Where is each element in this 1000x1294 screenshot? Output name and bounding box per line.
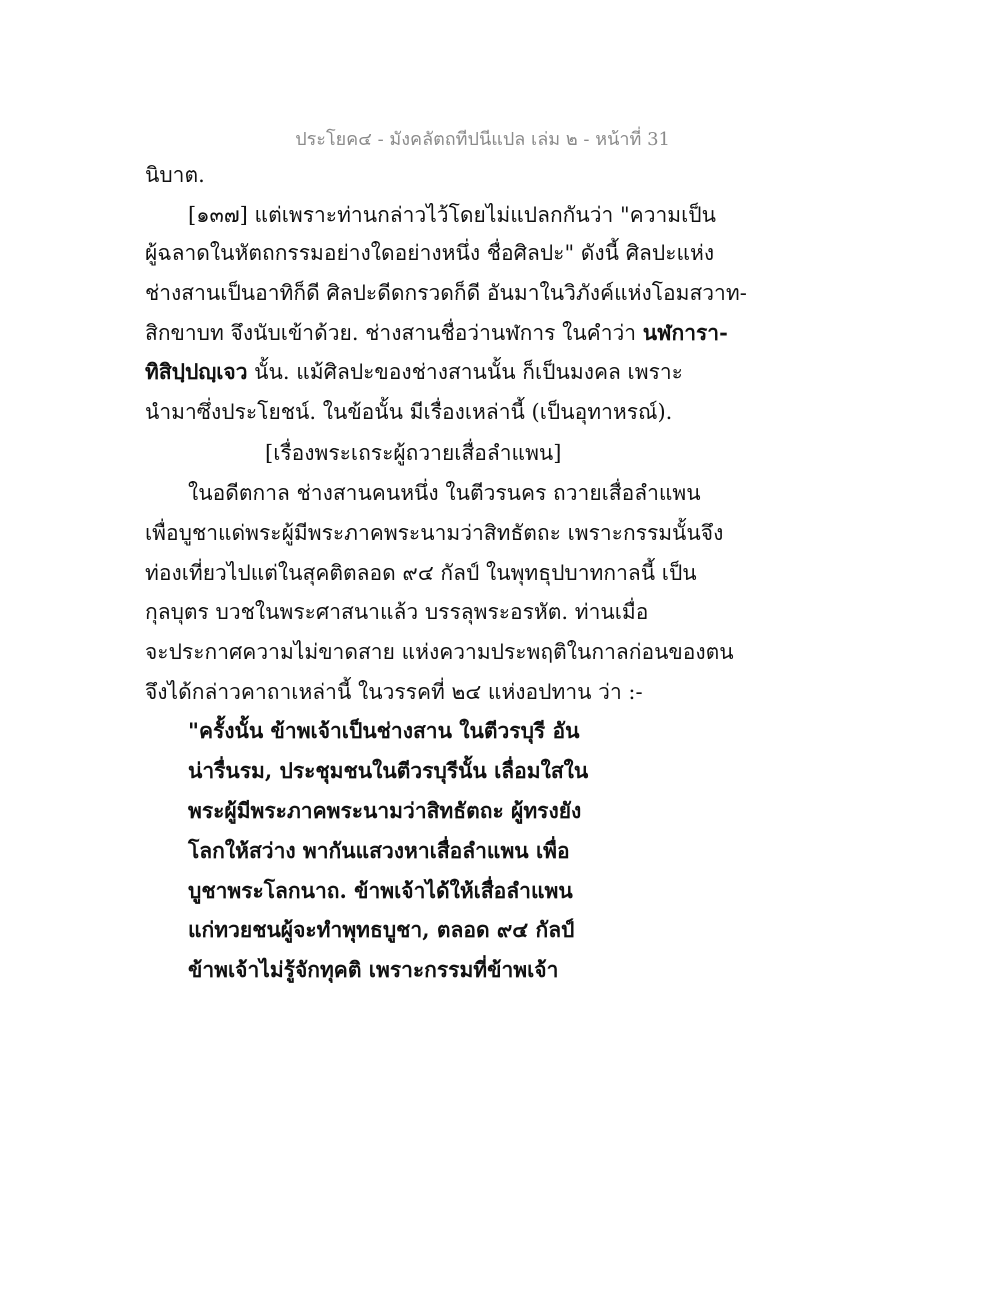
verse-line: พระผู้มีพระภาคพระนามว่าสิทธัตถะ ผู้ทรงยัง: [188, 798, 582, 823]
body-text: นั้น. แม้ศิลปะของช่างสานนั้น ก็เป็นมงคล เพราะ: [247, 360, 683, 384]
body-line: เพื่อบูชาแด่พระผู้มีพระภาคพระนามว่าสิทธัตถะ เพราะกรรมนั้นจึง: [145, 521, 724, 545]
body-line: [๑๓๗] แต่เพราะท่านกล่าวไว้โดยไม่แปลกกันว่า "ความเป็น: [188, 203, 716, 227]
story-heading: [เรื่องพระเถระผู้ถวายเสื่อลำแพน]: [265, 441, 562, 465]
body-line: จึงได้กล่าวคาถาเหล่านี้ ในวรรคที่ ๒๔ แห่งอปทาน ว่า :-: [145, 680, 643, 704]
verse-line: บูชาพระโลกนาถ. ข้าพเจ้าได้ให้เสื่อลำแพน: [188, 878, 573, 903]
pali-term: นฬการา-: [642, 320, 728, 345]
body-line: ช่างสานเป็นอาทิก็ดี ศิลปะดีดกรวดก็ดี อันมาในวิภังค์แห่งโอมสวาท-: [145, 281, 747, 305]
body-line: [145, 357, 683, 387]
body-line: นิบาต.: [145, 163, 205, 187]
body-line: นำมาซึ่งประโยชน์. ในข้อนั้น มีเรื่องเหล่านี้ (เป็นอุทาหรณ์).: [145, 400, 673, 424]
body-line: ในอดีตกาล ช่างสานคนหนึ่ง ในตีวรนคร ถวายเสื่อลำแพน: [188, 481, 701, 505]
body-line: ผู้ฉลาดในหัตถกรรมอย่างใดอย่างหนึ่ง ชื่อศิลปะ" ดังนี้ ศิลปะแห่ง: [145, 241, 715, 265]
running-header: ประโยค๔ - มังคลัตถทีปนีแปล เล่ม ๒ - หน้าที่ 31: [295, 129, 670, 150]
body-text: สิกขาบท จึงนับเข้าด้วย. ช่างสานชื่อว่านฬการ ในคำว่า: [145, 321, 643, 345]
body-line: ท่องเที่ยวไปแต่ในสุคติตลอด ๙๔ กัลป์ ในพุทธุปบาทกาลนี้ เป็น: [145, 561, 697, 585]
verse-line: แก่ทวยชนผู้จะทำพุทธบูชา, ตลอด ๙๔ กัลป์: [188, 917, 575, 942]
body-line: จะประกาศความไม่ขาดสาย แห่งความประพฤติในกาลก่อนของตน: [145, 640, 734, 664]
body-line: [145, 318, 728, 348]
verse-line: ข้าพเจ้าไม่รู้จักทุคติ เพราะกรรมที่ข้าพเจ้า: [188, 957, 559, 982]
pali-term: ทิสิปฺปญฺเจว: [145, 359, 248, 384]
verse-line: โลกให้สว่าง พากันแสวงหาเสื่อลำแพน เพื่อ: [188, 838, 570, 863]
verse-line: "ครั้งนั้น ข้าพเจ้าเป็นช่างสาน ในตีวรบุรี อัน: [188, 718, 580, 743]
verse-line: น่ารื่นรม, ประชุมชนในตีวรบุรีนั้น เลื่อมใสใน: [188, 758, 589, 783]
body-line: กุลบุตร บวชในพระศาสนาแล้ว บรรลุพระอรหัต. ท่านเมื่อ: [145, 600, 649, 624]
